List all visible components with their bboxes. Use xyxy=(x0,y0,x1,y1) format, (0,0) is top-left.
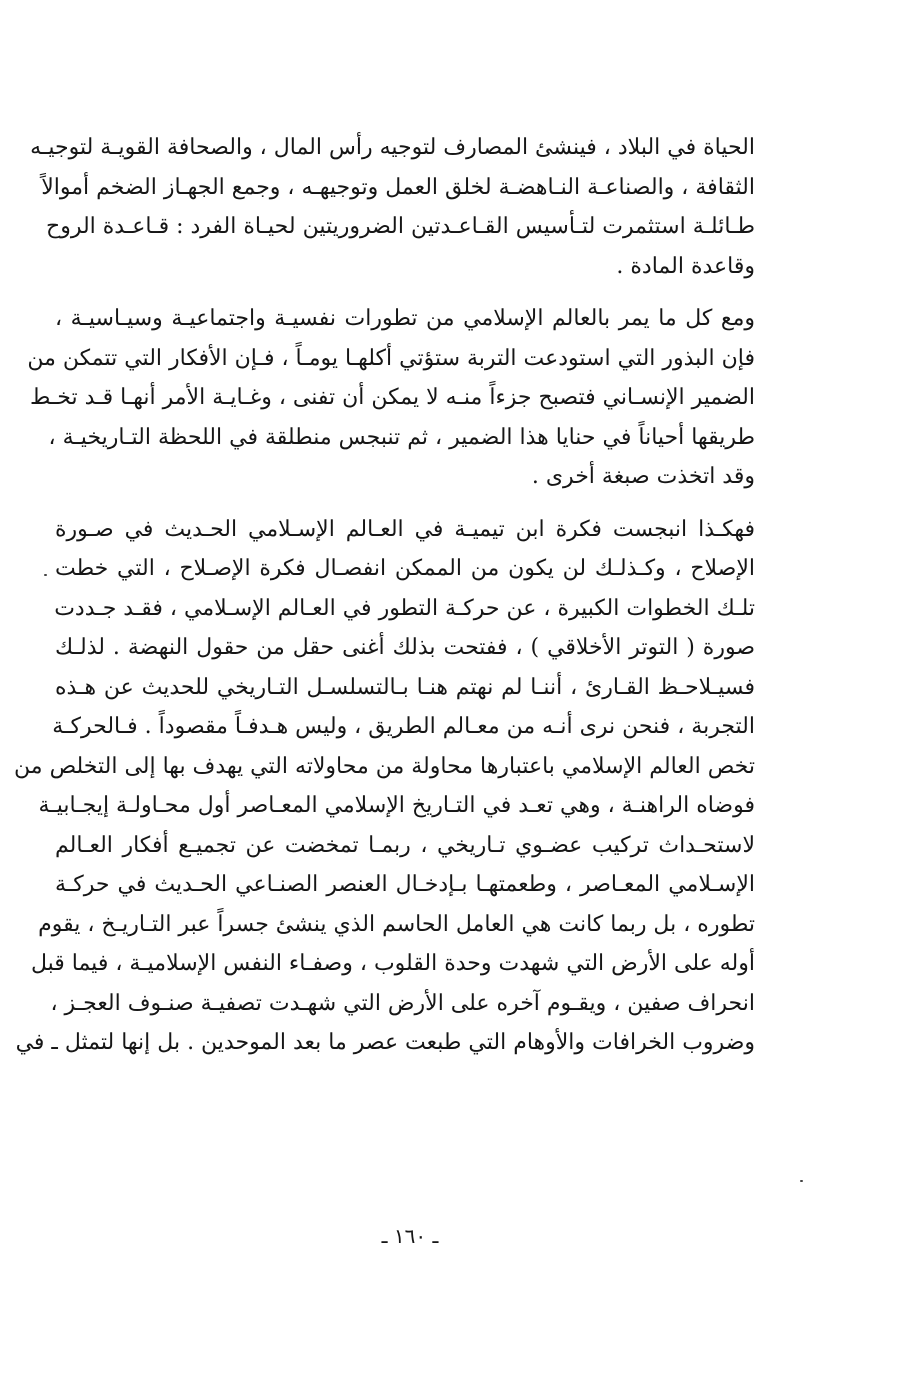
text-line: تطوره ، بل ربما كانت هي العامل الحاسم الذي ينشئ جسراً عبر التـاريـخ ، يقوم xyxy=(38,911,755,937)
scan-speck xyxy=(800,1180,803,1182)
text-line: الضمير الإنسـاني فتصبح جزءاً منـه لا يمكن أن تفنى ، وغـايـة الأمر أنهـا قـد تخـط xyxy=(29,385,755,410)
text-line: طـائلـة استثمرت لتـأسيس القـاعـدتين الضروريتين لحيـاة الفرد : قـاعـدة الروح xyxy=(46,214,755,239)
paragraph-2 xyxy=(27,299,755,497)
text-line: تخص العالم الإسلامي باعتبارها محاولة من محاولاته التي يهدف بها إلى التخلص من xyxy=(14,753,755,779)
text-line: طريقها أحياناً في حنايا هذا الضمير ، ثم تنبجس منطلقة في اللحظة التـاريخيـة ، xyxy=(48,424,755,450)
scan-speck xyxy=(44,574,47,576)
text-line: صورة ( التوتر الأخلاقي ) ، ففتحت بذلك أغنى حقل من حقول النهضة . لذلـك xyxy=(55,635,755,660)
paragraph-gap xyxy=(55,286,755,299)
text-line: الإصلاح ، وكـذلـك لن يكون من الممكن انفصـال فكرة الإصـلاح ، التي خطت xyxy=(55,556,755,581)
text-line: الحياة في البلاد ، فينشئ المصارف لتوجيه رأس المال ، والصحافة القويـة لتوجيـه xyxy=(30,135,755,160)
text-line: فهكـذا انبجست فكرة ابن تيميـة في العـالم الإسـلامي الحـديث في صـورة xyxy=(55,516,755,542)
paragraph-3 xyxy=(14,510,755,1063)
text-line: فوضاه الراهنـة ، وهي تعـد في التـاريخ الإسلامي المعـاصر أول محـاولـة إيجـابيـة xyxy=(38,793,755,818)
text-line: التجربة ، فنحن نرى أنـه من معـالم الطريق ، وليس هـدفـاً مقصوداً . فـالحركـة xyxy=(52,714,755,739)
paragraph-1 xyxy=(30,128,755,286)
text-line: الإسـلامي المعـاصر ، وطعمتهـا بـإدخـال العنصر الصنـاعي الحـديث في حركـة xyxy=(55,872,755,897)
text-line: ومع كل ما يمر بالعالم الإسلامي من تطورات نفسيـة واجتماعيـة وسيـاسيـة ، xyxy=(55,306,755,331)
text-line: انحراف صفين ، ويقـوم آخره على الأرض التي شهـدت تصفيـة صنـوف العجـز ، xyxy=(50,990,755,1016)
text-line: وقد اتخذت صبغة أخرى . xyxy=(531,464,755,489)
text-line: فسيـلاحـظ القـارئ ، أننـا لم نهتم هنـا بـالتسلسـل التـاريخي للحديث عن هـذه xyxy=(55,674,755,700)
page-number: ـ ١٦٠ ـ xyxy=(381,1224,439,1248)
text-line: أوله على الأرض التي شهدت وحدة القلوب ، وصفـاء النفس الإسلاميـة ، فيما قبل xyxy=(30,951,755,976)
text-line: وقاعدة المادة . xyxy=(616,253,755,279)
paragraph-gap xyxy=(55,497,755,510)
text-line: لاستحـداث تركيب عضـوي تـاريخي ، ربمـا تمخضت عن تجميـع أفكار العـالم xyxy=(55,832,755,858)
text-line: الثقافة ، والصناعـة النـاهضـة لخلق العمل وتوجيهـه ، وجمع الجهـاز الضخم أموالاً xyxy=(41,174,755,200)
body-text xyxy=(14,128,755,1063)
text-line: تلـك الخطوات الكبيرة ، عن حركـة التطور في العـالم الإسـلامي ، فقـد جـددت xyxy=(54,595,755,621)
text-line: وضروب الخرافات والأوهام التي طبعت عصر ما بعد الموحدين . بل إنها لتمثل ـ في xyxy=(15,1030,755,1055)
text-line: فإن البذور التي استودعت التربة ستؤتي أكلهـا يومـاً ، فـإن الأفكار التي تتمكن من xyxy=(27,345,755,371)
